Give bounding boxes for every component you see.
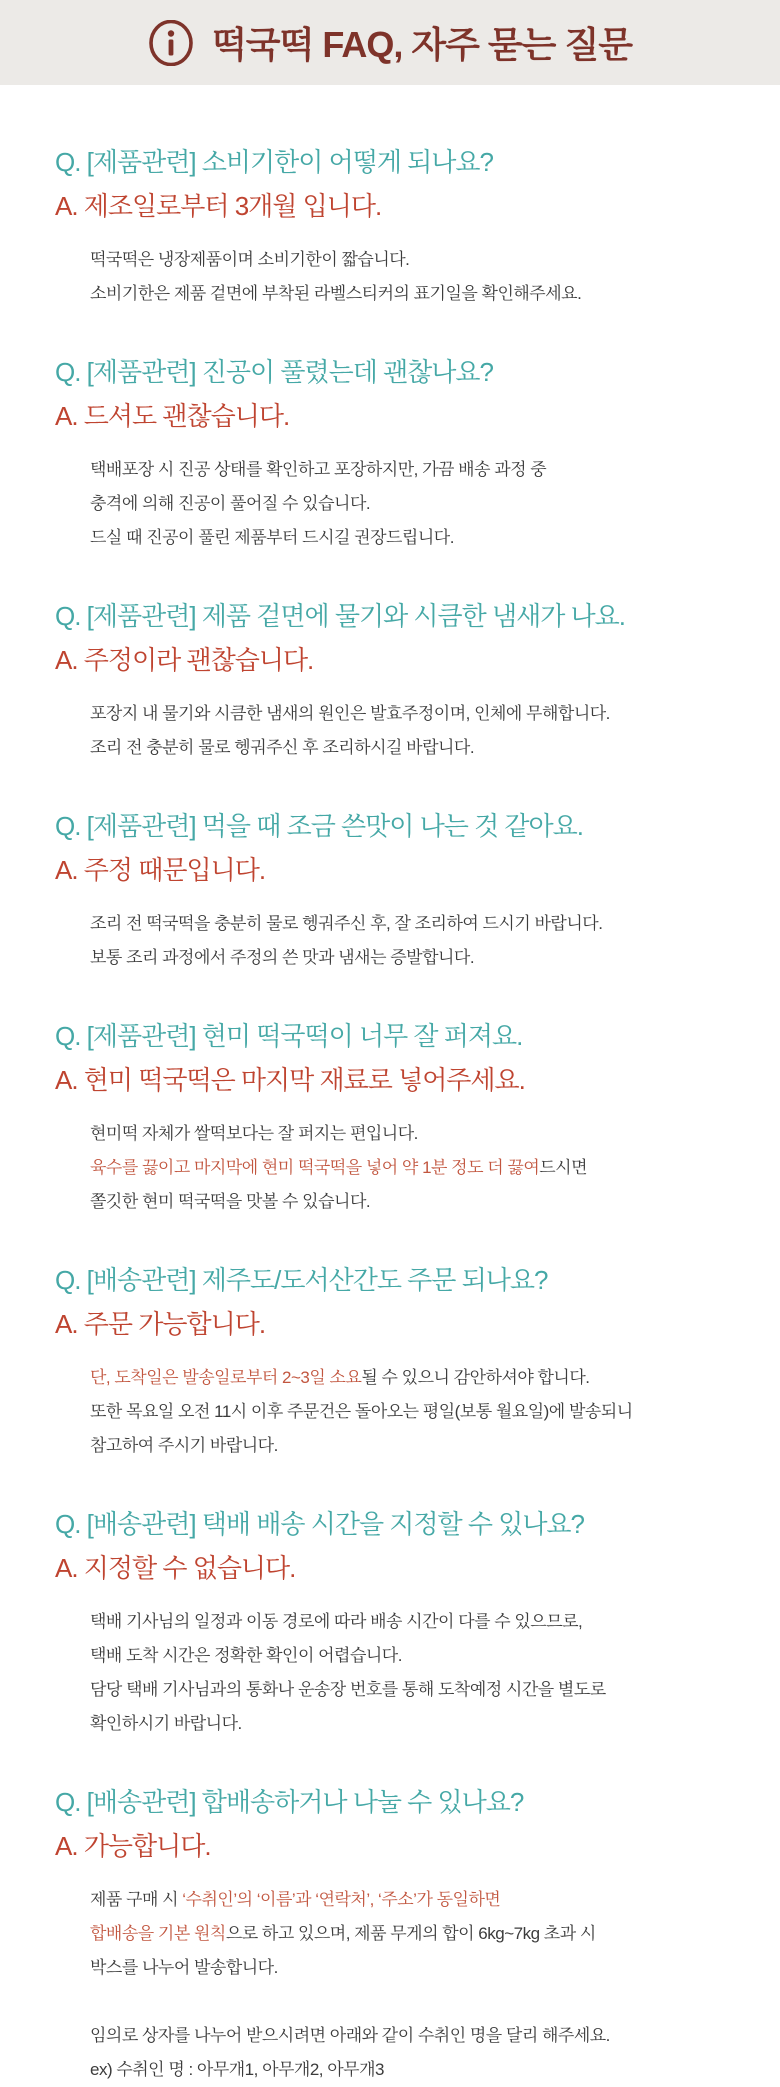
body-text: 확인하시기 바랍니다. (90, 1714, 242, 1733)
faq-body-line (90, 1185, 750, 1219)
faq-body-line (90, 453, 750, 487)
faq-question: Q. [제품관련] 제품 겉면에 물기와 시큼한 냄새가 나요. (55, 601, 626, 631)
body-text: 택배 기사님의 일정과 이동 경로에 따라 배송 시간이 다를 수 있으므로, (90, 1612, 583, 1631)
faq-body-line (90, 731, 750, 765)
faq-body-line (90, 487, 750, 521)
faq-body-line (90, 277, 750, 311)
faq-body-line (90, 2053, 750, 2087)
body-text: 현미떡 자체가 쌀떡보다는 잘 퍼지는 편입니다. (90, 1124, 418, 1143)
faq-answer: A. 드셔도 괜찮습니다. (55, 401, 290, 431)
body-text: 택배포장 시 진공 상태를 확인하고 포장하지만, 가끔 배송 과정 중 (90, 460, 547, 479)
body-text: 소비기한은 제품 겉면에 부착된 라벨스티커의 표기일을 확인해주세요. (90, 284, 582, 303)
info-icon (148, 20, 194, 66)
body-text: 보통 조리 과정에서 주정의 쓴 맛과 냄새는 증발합니다. (90, 948, 475, 967)
body-text: 박스를 나누어 발송합니다. (90, 1958, 278, 1977)
faq-header (0, 0, 780, 85)
body-text: 충격에 의해 진공이 풀어질 수 있습니다. (90, 494, 371, 513)
faq-item (0, 1263, 780, 1463)
accent-text: ‘수취인’의 ‘이름’과 ‘연락처’, ‘주소’가 동일하면 (182, 1890, 501, 1909)
faq-question: Q. [배송관련] 합배송하거나 나눌 수 있나요? (55, 1787, 524, 1817)
faq-body-line (90, 1673, 750, 1707)
body-text: 으로 하고 있으며, 제품 무게의 합이 6kg~7kg 초과 시 (225, 1924, 596, 1943)
body-text: 담당 택배 기사님과의 통화나 운송장 번호를 통해 도착예정 시간을 별도로 (90, 1680, 606, 1699)
faq-item (0, 145, 780, 311)
faq-body-line (90, 1639, 750, 1673)
faq-answer: A. 현미 떡국떡은 마지막 재료로 넣어주세요. (55, 1065, 525, 1095)
faq-question: Q. [제품관련] 진공이 풀렸는데 괜찮나요? (55, 357, 493, 387)
faq-body (90, 1117, 750, 1219)
faq-body-line (90, 1605, 750, 1639)
faq-body-line (90, 1707, 750, 1741)
faq-question: Q. [제품관련] 현미 떡국떡이 너무 잘 퍼져요. (55, 1021, 523, 1051)
faq-question: Q. [제품관련] 먹을 때 조금 쓴맛이 나는 것 같아요. (55, 811, 583, 841)
body-text: 떡국떡은 냉장제품이며 소비기한이 짧습니다. (90, 250, 410, 269)
body-text: 또한 목요일 오전 11시 이후 주문건은 돌아오는 평일(보통 월요일)에 발송되니 (90, 1402, 633, 1421)
faq-body-line (90, 1395, 750, 1429)
faq-body-line (90, 521, 750, 555)
faq-body-line (90, 243, 750, 277)
faq-body-line (90, 1883, 750, 1917)
faq-answer: A. 주정이라 괜찮습니다. (55, 645, 314, 675)
faq-item (0, 599, 780, 765)
body-text: 제품 구매 시 (90, 1890, 183, 1909)
body-text: 택배 도착 시간은 정확한 확인이 어렵습니다. (90, 1646, 402, 1665)
faq-item (0, 1507, 780, 1741)
faq-body-line (90, 1151, 750, 1185)
body-text: 임의로 상자를 나누어 받으시려면 아래와 같이 수취인 명을 달리 해주세요. (90, 2026, 610, 2045)
faq-body-line (90, 1917, 750, 1951)
page-title: 떡국떡 FAQ, 자주 묻는 질문 (212, 24, 632, 65)
faq-body (90, 907, 750, 975)
body-text: 조리 전 충분히 물로 헹궈주신 후 조리하시길 바랍니다. (90, 738, 475, 757)
faq-body-line (90, 1429, 750, 1463)
body-text: 드시면 (539, 1158, 588, 1177)
faq-body-line (90, 1361, 750, 1395)
faq-answer: A. 제조일로부터 3개월 입니다. (55, 191, 382, 221)
body-text: 참고하여 주시기 바랍니다. (90, 1436, 278, 1455)
body-text: 포장지 내 물기와 시큼한 냄새의 원인은 발효주정이며, 인체에 무해합니다. (90, 704, 610, 723)
faq-body (90, 1883, 750, 2087)
faq-item (0, 809, 780, 975)
faq-item (0, 1785, 780, 2087)
faq-body-line (90, 1117, 750, 1151)
faq-list (0, 85, 780, 2087)
faq-body-line (90, 697, 750, 731)
faq-answer: A. 주정 때문입니다. (55, 855, 266, 885)
faq-question: Q. [배송관련] 택배 배송 시간을 지정할 수 있나요? (55, 1509, 585, 1539)
faq-body (90, 1361, 750, 1463)
faq-body (90, 697, 750, 765)
body-text: 조리 전 떡국떡을 충분히 물로 헹궈주신 후, 잘 조리하여 드시기 바랍니다. (90, 914, 603, 933)
body-text: ex) 수취인 명 : 아무개1, 아무개2, 아무개3 (90, 2060, 384, 2079)
body-text: 드실 때 진공이 풀린 제품부터 드시길 권장드립니다. (90, 528, 454, 547)
faq-body-line (90, 2019, 750, 2053)
accent-text: 육수를 끓이고 마지막에 현미 떡국떡을 넣어 약 1분 정도 더 끓여 (90, 1158, 540, 1177)
faq-item (0, 1019, 780, 1219)
accent-text: 단, 도착일은 발송일로부터 2~3일 소요 (90, 1368, 362, 1387)
body-text: 될 수 있으니 감안하셔야 합니다. (361, 1368, 590, 1387)
faq-body (90, 243, 750, 311)
faq-body-line (90, 1985, 750, 2019)
faq-item (0, 355, 780, 555)
faq-body-line (90, 1951, 750, 1985)
faq-body (90, 1605, 750, 1741)
faq-body-line (90, 907, 750, 941)
faq-answer: A. 주문 가능합니다. (55, 1309, 266, 1339)
faq-body-line (90, 941, 750, 975)
faq-answer: A. 가능합니다. (55, 1831, 211, 1861)
faq-body (90, 453, 750, 555)
faq-question: Q. [배송관련] 제주도/도서산간도 주문 되나요? (55, 1265, 548, 1295)
faq-answer: A. 지정할 수 없습니다. (55, 1553, 296, 1583)
faq-question: Q. [제품관련] 소비기한이 어떻게 되나요? (55, 147, 493, 177)
body-text: 쫄깃한 현미 떡국떡을 맛볼 수 있습니다. (90, 1192, 371, 1211)
accent-text: 합배송을 기본 원칙 (90, 1924, 226, 1943)
